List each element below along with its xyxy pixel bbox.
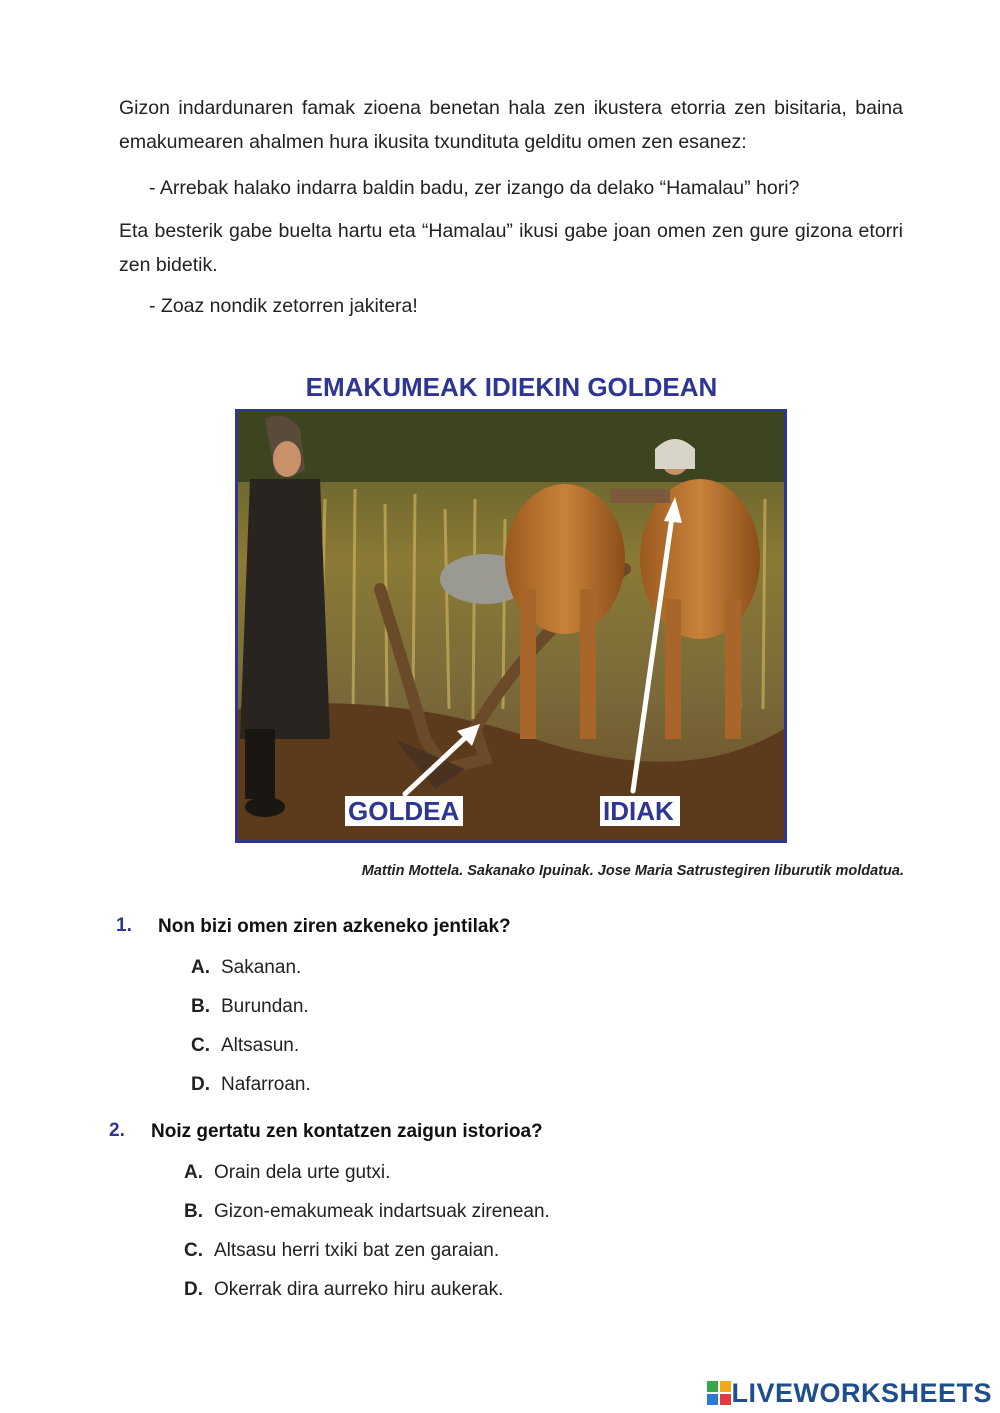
question-1-option-a[interactable] xyxy=(191,957,301,979)
option-letter: D. xyxy=(191,1074,210,1095)
option-text: Burundan. xyxy=(221,996,309,1017)
question-1-option-d[interactable] xyxy=(191,1074,311,1096)
blocks-icon xyxy=(707,1381,731,1405)
question-2-text: Noiz gertatu zen kontatzen zaigun istorioa? xyxy=(151,1121,543,1142)
story-paragraph-1: Gizon indardunaren famak zioena benetan hala zen ikustera etorria zen bisitaria, baina emakumearen ahalmen hura ikusita txundituta gelditu omen zen esanez: xyxy=(119,97,903,153)
question-2-option-b[interactable] xyxy=(184,1201,550,1223)
option-letter: A. xyxy=(184,1162,203,1183)
question-1-option-b[interactable] xyxy=(191,996,309,1018)
option-letter: B. xyxy=(191,996,210,1017)
story-dialogue-1: - Arrebak halako indarra baldin badu, zer izango da delako “Hamalau” hori? xyxy=(149,177,800,199)
question-2-option-d[interactable] xyxy=(184,1279,503,1301)
question-2-option-a[interactable] xyxy=(184,1162,390,1184)
option-letter: D. xyxy=(184,1279,203,1300)
story-dialogue-2: - Zoaz nondik zetorren jakitera! xyxy=(149,295,418,317)
question-2-number: 2. xyxy=(109,1120,125,1141)
brand-wordmark: LIVEWORKSHEETS xyxy=(731,1377,992,1408)
option-text: Gizon-emakumeak indartsuak zirenean. xyxy=(214,1201,550,1222)
figure-caption: Mattin Mottela. Sakanako Ipuinak. Jose Maria Satrustegiren liburutik moldatua. xyxy=(361,863,904,879)
story-paragraph-2: Eta besterik gabe buelta hartu eta “Hamalau” ikusi gabe joan omen zen gure gizona etorri zen bidetik. xyxy=(119,220,903,276)
option-text: Altsasu herri txiki bat zen garaian. xyxy=(214,1240,500,1261)
question-1-option-c[interactable] xyxy=(191,1035,299,1057)
option-text: Okerrak dira aurreko hiru aukerak. xyxy=(214,1279,504,1300)
option-letter: C. xyxy=(184,1240,203,1261)
option-text: Nafarroan. xyxy=(221,1074,311,1095)
option-letter: A. xyxy=(191,957,210,978)
ploughing-photo xyxy=(235,409,787,843)
option-letter: B. xyxy=(184,1201,203,1222)
question-2-option-c[interactable] xyxy=(184,1240,499,1262)
option-text: Sakanan. xyxy=(221,957,302,978)
option-text: Altsasun. xyxy=(221,1035,300,1056)
question-1-number: 1. xyxy=(116,915,132,936)
liveworksheets-logo[interactable] xyxy=(707,1377,992,1409)
question-1-text: Non bizi omen ziren azkeneko jentilak? xyxy=(158,916,511,937)
label-plough: GOLDEA xyxy=(348,796,460,826)
figure-title: EMAKUMEAK IDIEKIN GOLDEAN xyxy=(305,372,718,402)
option-letter: C. xyxy=(191,1035,210,1056)
label-oxen: IDIAK xyxy=(603,796,674,826)
option-text: Orain dela urte gutxi. xyxy=(214,1162,391,1183)
